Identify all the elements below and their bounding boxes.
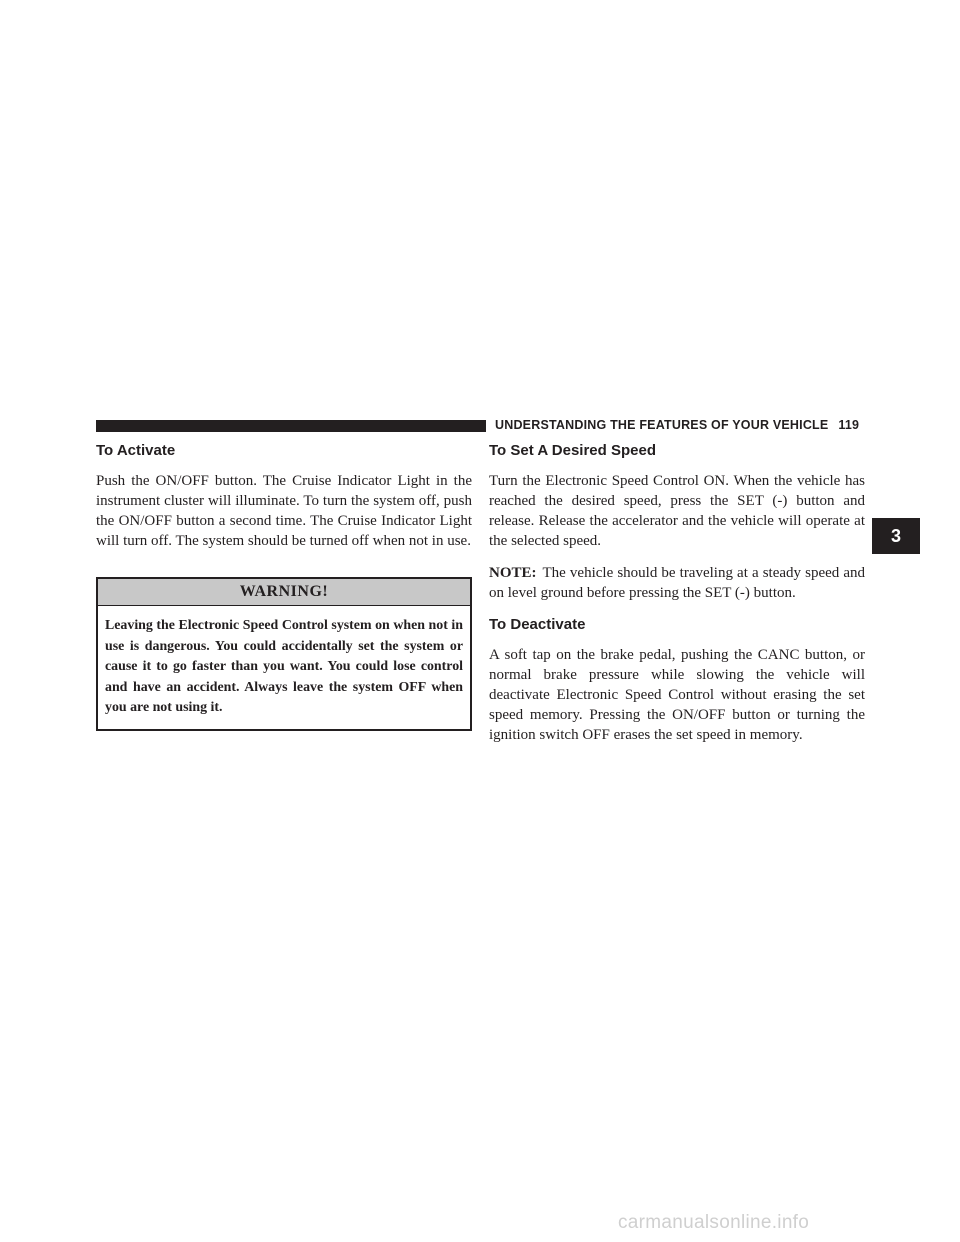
header-rule [96,420,486,432]
activate-paragraph: Push the ON/OFF button. The Cruise Indicator Light in the instrument cluster will illuminate. To turn the system off, push the ON/OFF button a second time. The Cruise Indicator Light will turn off. The system should be turned off when not in use. [96,473,472,549]
note-label: NOTE: [489,565,537,581]
heading-to-deactivate: To Deactivate [489,616,586,633]
note-text: The vehicle should be traveling at a steady speed and on level ground before pressing the SET (-) button. [489,565,865,601]
chapter-tab: 3 [872,518,920,554]
warning-box [96,577,472,731]
warning-text: Leaving the Electronic Speed Control system on when not in use is dangerous. You could accidentally set the system or cause it to go faster than you want. You could lose control and have an accident. Always leave the system OFF when you are not using it. [105,618,463,715]
heading-set-desired-speed: To Set A Desired Speed [489,442,656,459]
note-paragraph [489,563,865,603]
section-title: UNDERSTANDING THE FEATURES OF YOUR VEHICLE [495,418,829,432]
running-header [495,418,865,432]
right-column [489,441,865,745]
watermark-text: carmanualsonline.info [618,1212,810,1233]
warning-title: WARNING! [98,579,470,606]
deactivate-paragraph: A soft tap on the brake pedal, pushing the CANC button, or normal brake pressure while slowing the vehicle will deactivate Electronic Speed Control without erasing the set speed memory. Pressing the ON/OFF button or turning the ignition switch OFF erases the set speed in memory. [489,647,865,743]
left-column [96,441,472,731]
page-number: 119 [838,418,860,432]
set-speed-paragraph: Turn the Electronic Speed Control ON. When the vehicle has reached the desired speed, press the SET (-) button and release. Release the accelerator and the vehicle will operate at the selected speed. [489,473,865,549]
heading-to-activate: To Activate [96,442,176,459]
